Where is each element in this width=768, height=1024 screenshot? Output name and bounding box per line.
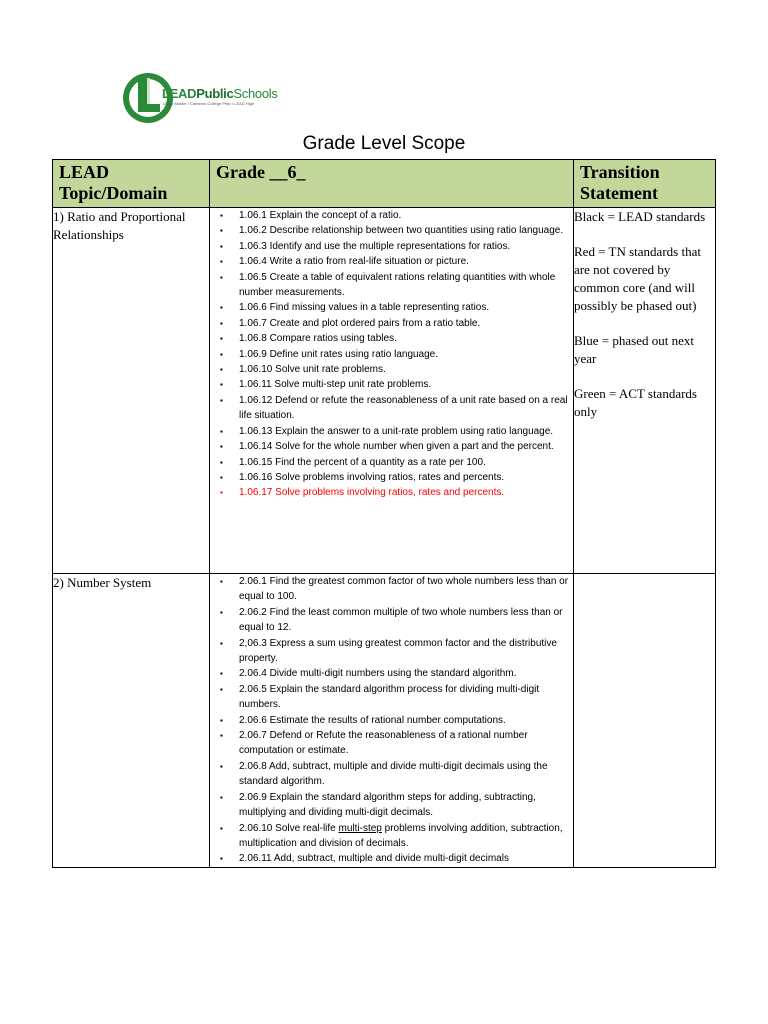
standards-cell xyxy=(210,574,574,868)
list-item: ▪ 2.06.1 Find the greatest common factor of two whole numbers less than or equal to 100. xyxy=(220,574,573,605)
list-item: ▪ 1.06.1 Explain the concept of a ratio. xyxy=(220,208,573,223)
legend-green: Green = ACT standards only xyxy=(574,386,697,419)
header-transition: Transition Statement xyxy=(574,160,716,208)
standard-text-pre: 2.06.10 Solve real-life xyxy=(239,822,339,834)
scope-table xyxy=(52,159,716,868)
list-item: ▪ 2,06.3 Express a sum using greatest common factor and the distributive property. xyxy=(220,636,573,667)
list-item: ▪ 1.06.11 Solve multi-step unit rate problems. xyxy=(220,377,573,392)
topic-cell: 1) Ratio and Proportional Relationships xyxy=(53,208,210,574)
legend-red: Red = TN standards that are not covered by common core (and will possibly be phased out) xyxy=(574,244,701,313)
list-item: ▪ 1.06.6 Find missing values in a table representing ratios. xyxy=(220,300,573,315)
list-item: ▪ 2.06.7 Defend or Refute the reasonableness of a rational number computation or estimate. xyxy=(220,728,573,759)
list-item xyxy=(220,821,573,852)
standard-text-post: problems involving addition, subtraction, multiplication and division of decimals. xyxy=(239,822,563,849)
logo-brand-schools: Schools xyxy=(233,86,278,101)
table-header-row xyxy=(53,160,716,208)
table-row xyxy=(53,574,716,868)
list-item: ▪ 2.06.6 Estimate the results of rational number computations. xyxy=(220,713,573,728)
list-item: ▪ 1.06.7 Create and plot ordered pairs from a ratio table. xyxy=(220,316,573,331)
standards-list xyxy=(210,574,573,867)
standard-text-underlined: multi-step xyxy=(338,822,382,834)
list-item: ▪ 1.06.12 Defend or refute the reasonableness of a unit rate based on a real life situation. xyxy=(220,393,573,424)
list-item: ▪ 2.06.8 Add, subtract, multiple and divide multi-digit decimals using the standard algorithm. xyxy=(220,759,573,790)
legend-blue: Blue = phased out next year xyxy=(574,333,694,366)
list-item: ▪ 1.06.14 Solve for the whole number when given a part and the percent. xyxy=(220,439,573,454)
list-item: ▪ 2.06.5 Explain the standard algorithm process for dividing multi-digit numbers. xyxy=(220,682,573,713)
page-title: Grade Level Scope xyxy=(302,133,466,154)
list-item: ▪ 2.06.11 Add, subtract, multiple and divide multi-digit decimals xyxy=(220,851,573,866)
list-item: ▪ 1.06.4 Write a ratio from real-life situation or picture. xyxy=(220,254,573,269)
logo-wordmark xyxy=(162,86,278,101)
table-row xyxy=(53,208,716,574)
list-item: ▪ 1.06.9 Define unit rates using ratio language. xyxy=(220,347,573,362)
header-topic: LEAD Topic/Domain xyxy=(53,160,210,208)
list-item: ▪ 1.06.5 Create a table of equivalent rations relating quantities with whole number measurements. xyxy=(220,270,573,301)
transition-cell xyxy=(574,208,716,574)
list-item: ▪ 1.06.3 Identify and use the multiple representations for ratios. xyxy=(220,239,573,254)
topic-cell: 2) Number System xyxy=(53,574,210,868)
list-item: ▪ 2.06.2 Find the least common multiple of two whole numbers less than or equal to 12. xyxy=(220,605,573,636)
legend-black: Black = LEAD standards xyxy=(574,209,706,224)
transition-cell-empty xyxy=(574,574,716,868)
list-item: ▪ 1.06.8 Compare ratios using tables. xyxy=(220,331,573,346)
list-item: ▪ 2.06.4 Divide multi-digit numbers using the standard algorithm. xyxy=(220,666,573,681)
list-item: ▪ 1.06.10 Solve unit rate problems. xyxy=(220,362,573,377)
standards-cell xyxy=(210,208,574,574)
logo-brand-lead: LEAD xyxy=(162,86,197,101)
list-item-tn-standard: ▪ 1.06.17 Solve problems involving ratios, rates and percents. xyxy=(220,485,573,500)
logo-tagline: LEAD Middle • Cameron College Prep • LEAD High xyxy=(163,101,255,106)
list-item: ▪ 1.06.2 Describe relationship between two quantities using ratio language. xyxy=(220,223,573,238)
list-item: ▪ 1.06.16 Solve problems involving ratios, rates and percents. xyxy=(220,470,573,485)
standards-list xyxy=(210,208,573,501)
list-item: ▪ 1.06.13 Explain the answer to a unit-rate problem using ratio language. xyxy=(220,424,573,439)
list-item: ▪ 2.06.9 Explain the standard algorithm steps for adding, subtracting, multiplying and dividing multi-digit decimals. xyxy=(220,790,573,821)
header-grade: Grade __6_ xyxy=(210,160,574,208)
logo-brand-public: Public xyxy=(196,86,234,101)
list-item: ▪ 1.06.15 Find the percent of a quantity as a rate per 100. xyxy=(220,455,573,470)
